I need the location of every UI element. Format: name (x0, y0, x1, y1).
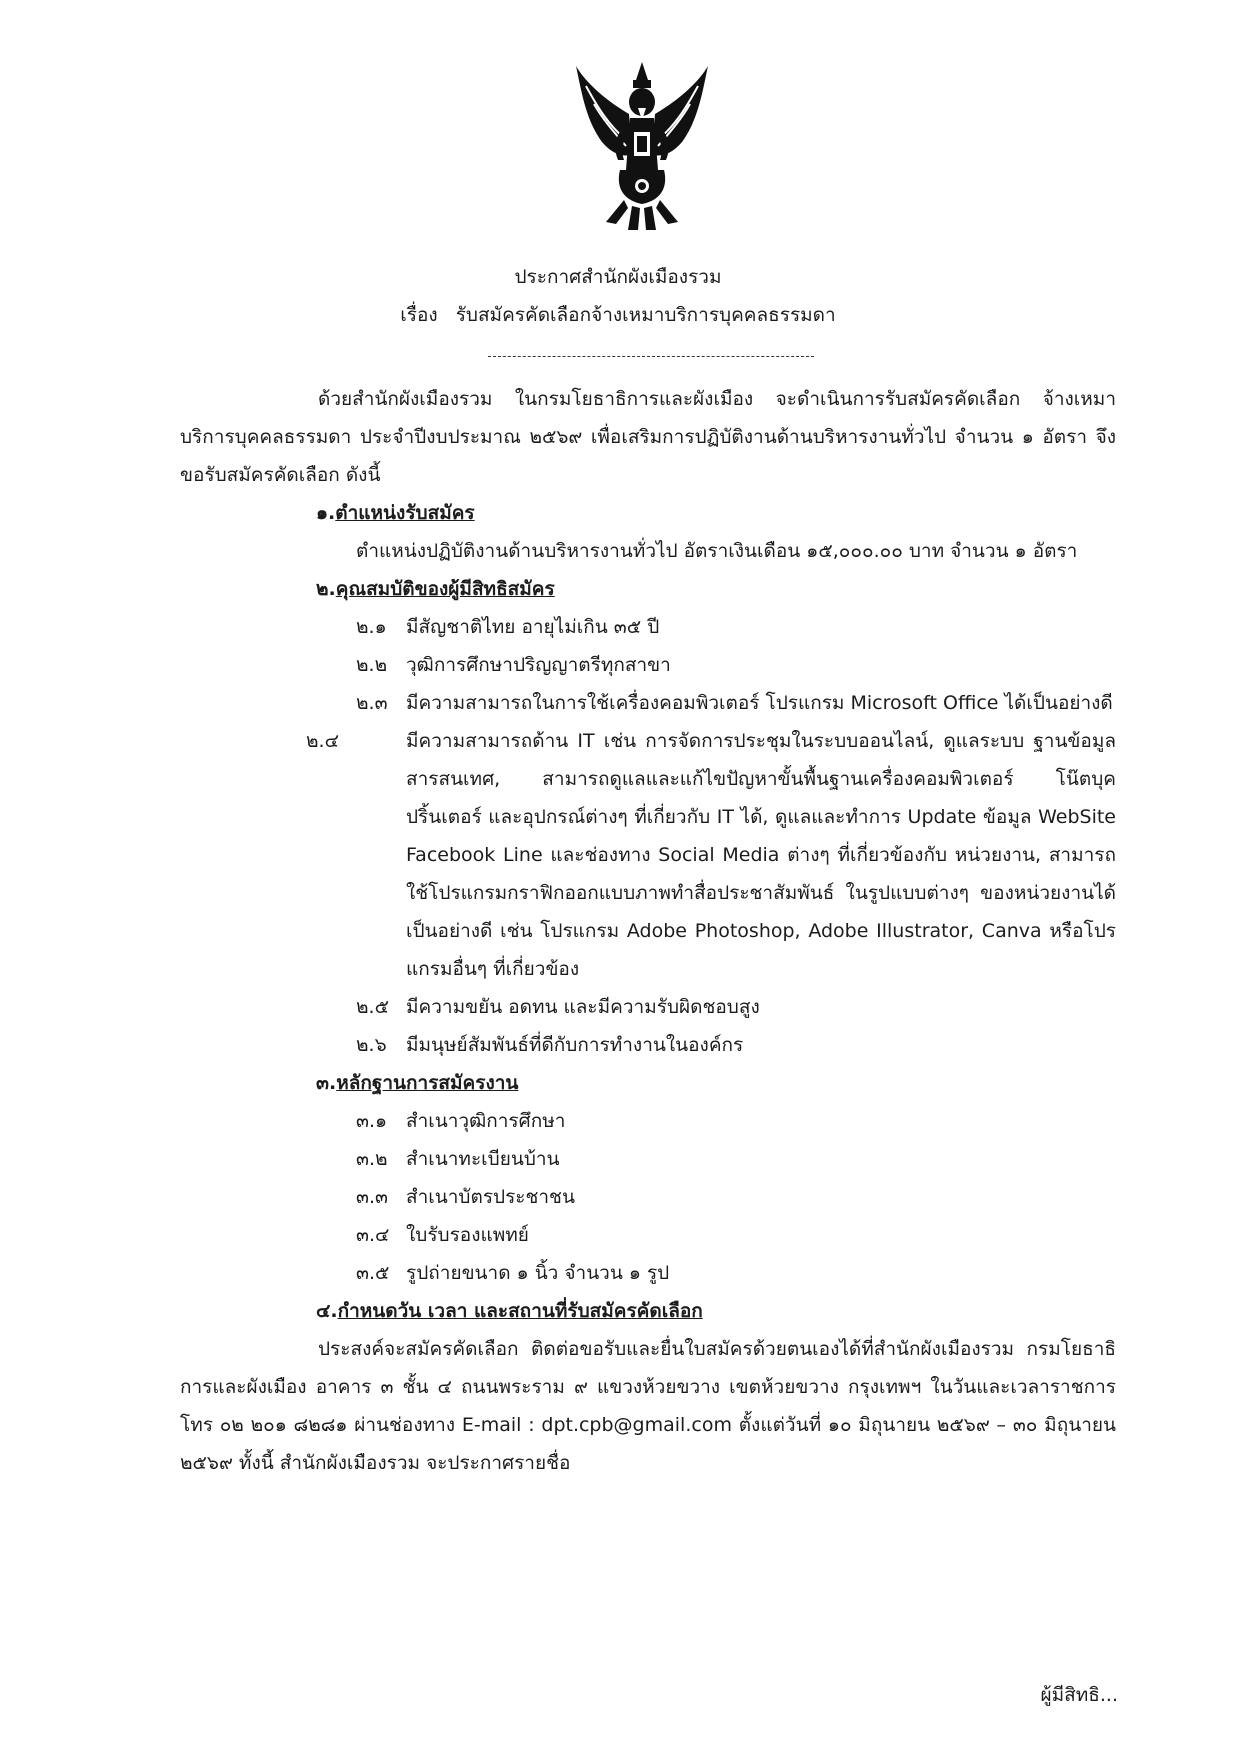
list-item-number: ๒.๑ (356, 616, 387, 638)
section-heading (180, 494, 1116, 532)
section-heading-text: กำหนดวัน เวลา และสถานที่รับสมัครคัดเลือก (337, 1300, 703, 1322)
list-item-text: มีความสามารถด้าน IT เช่น การจัดการประชุมในระบบออนไลน์, ดูแลระบบ ฐานข้อมูลสารสนเทศ, สามารถดูแลและแก้ไขปัญหาขั้นพื้นฐานเครื่องคอมพิวเตอร์ โน๊ตบุค ปริ้นเตอร์ และอุปกรณ์ต่างๆ ที่เกี่ยวกับ IT ได้, ดูแลและทำการ Update ข้อมูล WebSite Facebook Line และช่องทาง Social Media ต่างๆ ที่เกี่ยวข้องกับ หน่วยงาน, สามารถใช้โปรแกรมกราฟิกออกแบบภาพทำสื่อประชาสัมพันธ์ ในรูปแบบต่างๆ ของหน่วยงานได้เป็นอย่างดี เช่น โปรแกรม Adobe Photoshop, Adobe Illustrator, Canva หรือโปรแกรมอื่นๆ ที่เกี่ยวข้อง (406, 730, 1116, 980)
list-item-number: ๒.๒ (356, 654, 388, 676)
list-item-text: มีมนุษย์สัมพันธ์ที่ดีกับการทำงานในองค์กร (406, 1034, 744, 1056)
list-item-text: รูปถ่ายขนาด ๑ นิ้ว จำนวน ๑ รูป (406, 1262, 670, 1284)
subject-text: รับสมัครคัดเลือกจ้างเหมาบริการบุคคลธรรมดา (455, 304, 836, 326)
section-heading (180, 570, 1116, 608)
continuation-note: ผู้มีสิทธิ... (1040, 1684, 1118, 1706)
garuda-emblem-icon (572, 58, 712, 238)
section-heading (180, 1064, 1116, 1102)
list-item-text: สำเนาทะเบียนบ้าน (406, 1148, 560, 1170)
section-line: ตำแหน่งปฏิบัติงานด้านบริหารงานทั่วไป อัตราเงินเดือน ๑๕,๐๐๐.๐๐ บาท จำนวน ๑ อัตรา (356, 540, 1078, 562)
list-item (180, 988, 1116, 1026)
section-4-paragraph: ประสงค์จะสมัครคัดเลือก ติดต่อขอรับและยื่นใบสมัครด้วยตนเองได้ที่สำนักผังเมืองรวม กรมโยธาธิการและผังเมือง อาคาร ๓ ชั้น ๔ ถนนพระราม ๙ แขวงห้วยขวาง เขตห้วยขวาง กรุงเทพฯ ในวันและเวลาราชการ โทร ๐๒ ๒๐๑ ๘๒๘๑ ผ่านช่องทาง E-mail : dpt.cpb@gmail.com ตั้งแต่วันที่ ๑๐ มิถุนายน ๒๕๖๙ – ๓๐ มิถุนายน ๒๕๖๙ ทั้งนี้ สำนักผังเมืองรวม จะประกาศรายชื่อ (180, 1338, 1116, 1474)
dashed-separator (488, 356, 814, 357)
list-item (180, 1178, 1116, 1216)
list-item-text: มีสัญชาติไทย อายุไม่เกิน ๓๕ ปี (406, 616, 660, 638)
list-item-number: ๓.๕ (356, 1262, 390, 1284)
section-number: ๒. (316, 578, 336, 600)
list-item-number: ๒.๔ (306, 730, 339, 752)
subject-label: เรื่อง (400, 304, 438, 326)
list-item (180, 1102, 1116, 1140)
document-body (180, 380, 1116, 1482)
section-number: ๔. (316, 1300, 338, 1322)
list-item (180, 646, 1116, 684)
list-item (180, 684, 1116, 722)
list-item-text: มีความสามารถในการใช้เครื่องคอมพิวเตอร์ โปรแกรม Microsoft Office ได้เป็นอย่างดี (406, 692, 1113, 714)
list-item (180, 1140, 1116, 1178)
list-item-text: ใบรับรองแพทย์ (406, 1224, 529, 1246)
section-number: ๓. (316, 1072, 337, 1094)
list-item (180, 1254, 1116, 1292)
sections (180, 494, 1116, 1330)
subject-line (0, 296, 1236, 334)
list-item (180, 1026, 1116, 1064)
list-item-number: ๓.๑ (356, 1110, 388, 1132)
list-item-number: ๓.๓ (356, 1186, 389, 1208)
list-item-text: สำเนาบัตรประชาชน (406, 1186, 575, 1208)
list-item-text: สำเนาวุฒิการศึกษา (406, 1110, 566, 1132)
section-heading (180, 1292, 1116, 1330)
title-block (0, 258, 1236, 334)
list-item-number: ๒.๕ (356, 996, 389, 1018)
list-item (180, 1216, 1116, 1254)
section-number: ๑. (316, 502, 336, 524)
intro-paragraph: ด้วยสำนักผังเมืองรวม ในกรมโยธาธิการและผังเมือง จะดำเนินการรับสมัครคัดเลือก จ้างเหมาบริการบุคคลธรรมดา ประจำปีงบประมาณ ๒๕๖๙ เพื่อเสริมการปฏิบัติงานด้านบริหารงานทั่วไป จำนวน ๑ อัตรา จึงขอรับสมัครคัดเลือก ดังนี้ (180, 388, 1116, 486)
list-item-number: ๓.๒ (356, 1148, 388, 1170)
list-item-number: ๒.๓ (356, 692, 388, 714)
list-item-number: ๓.๔ (356, 1224, 390, 1246)
list-item (180, 608, 1116, 646)
list-item-number: ๒.๖ (356, 1034, 387, 1056)
section-heading-text: ตำแหน่งรับสมัคร (335, 502, 475, 524)
announcement-title: ประกาศสำนักผังเมืองรวม (514, 266, 722, 288)
section-heading-text: หลักฐานการสมัครงาน (336, 1072, 519, 1094)
list-item-text: วุฒิการศึกษาปริญญาตรีทุกสาขา (406, 654, 671, 676)
list-item-text: มีความขยัน อดทน และมีความรับผิดชอบสูง (406, 996, 760, 1018)
section-heading-text: คุณสมบัติของผู้มีสิทธิสมัคร (335, 578, 555, 600)
list-item (180, 722, 1116, 988)
